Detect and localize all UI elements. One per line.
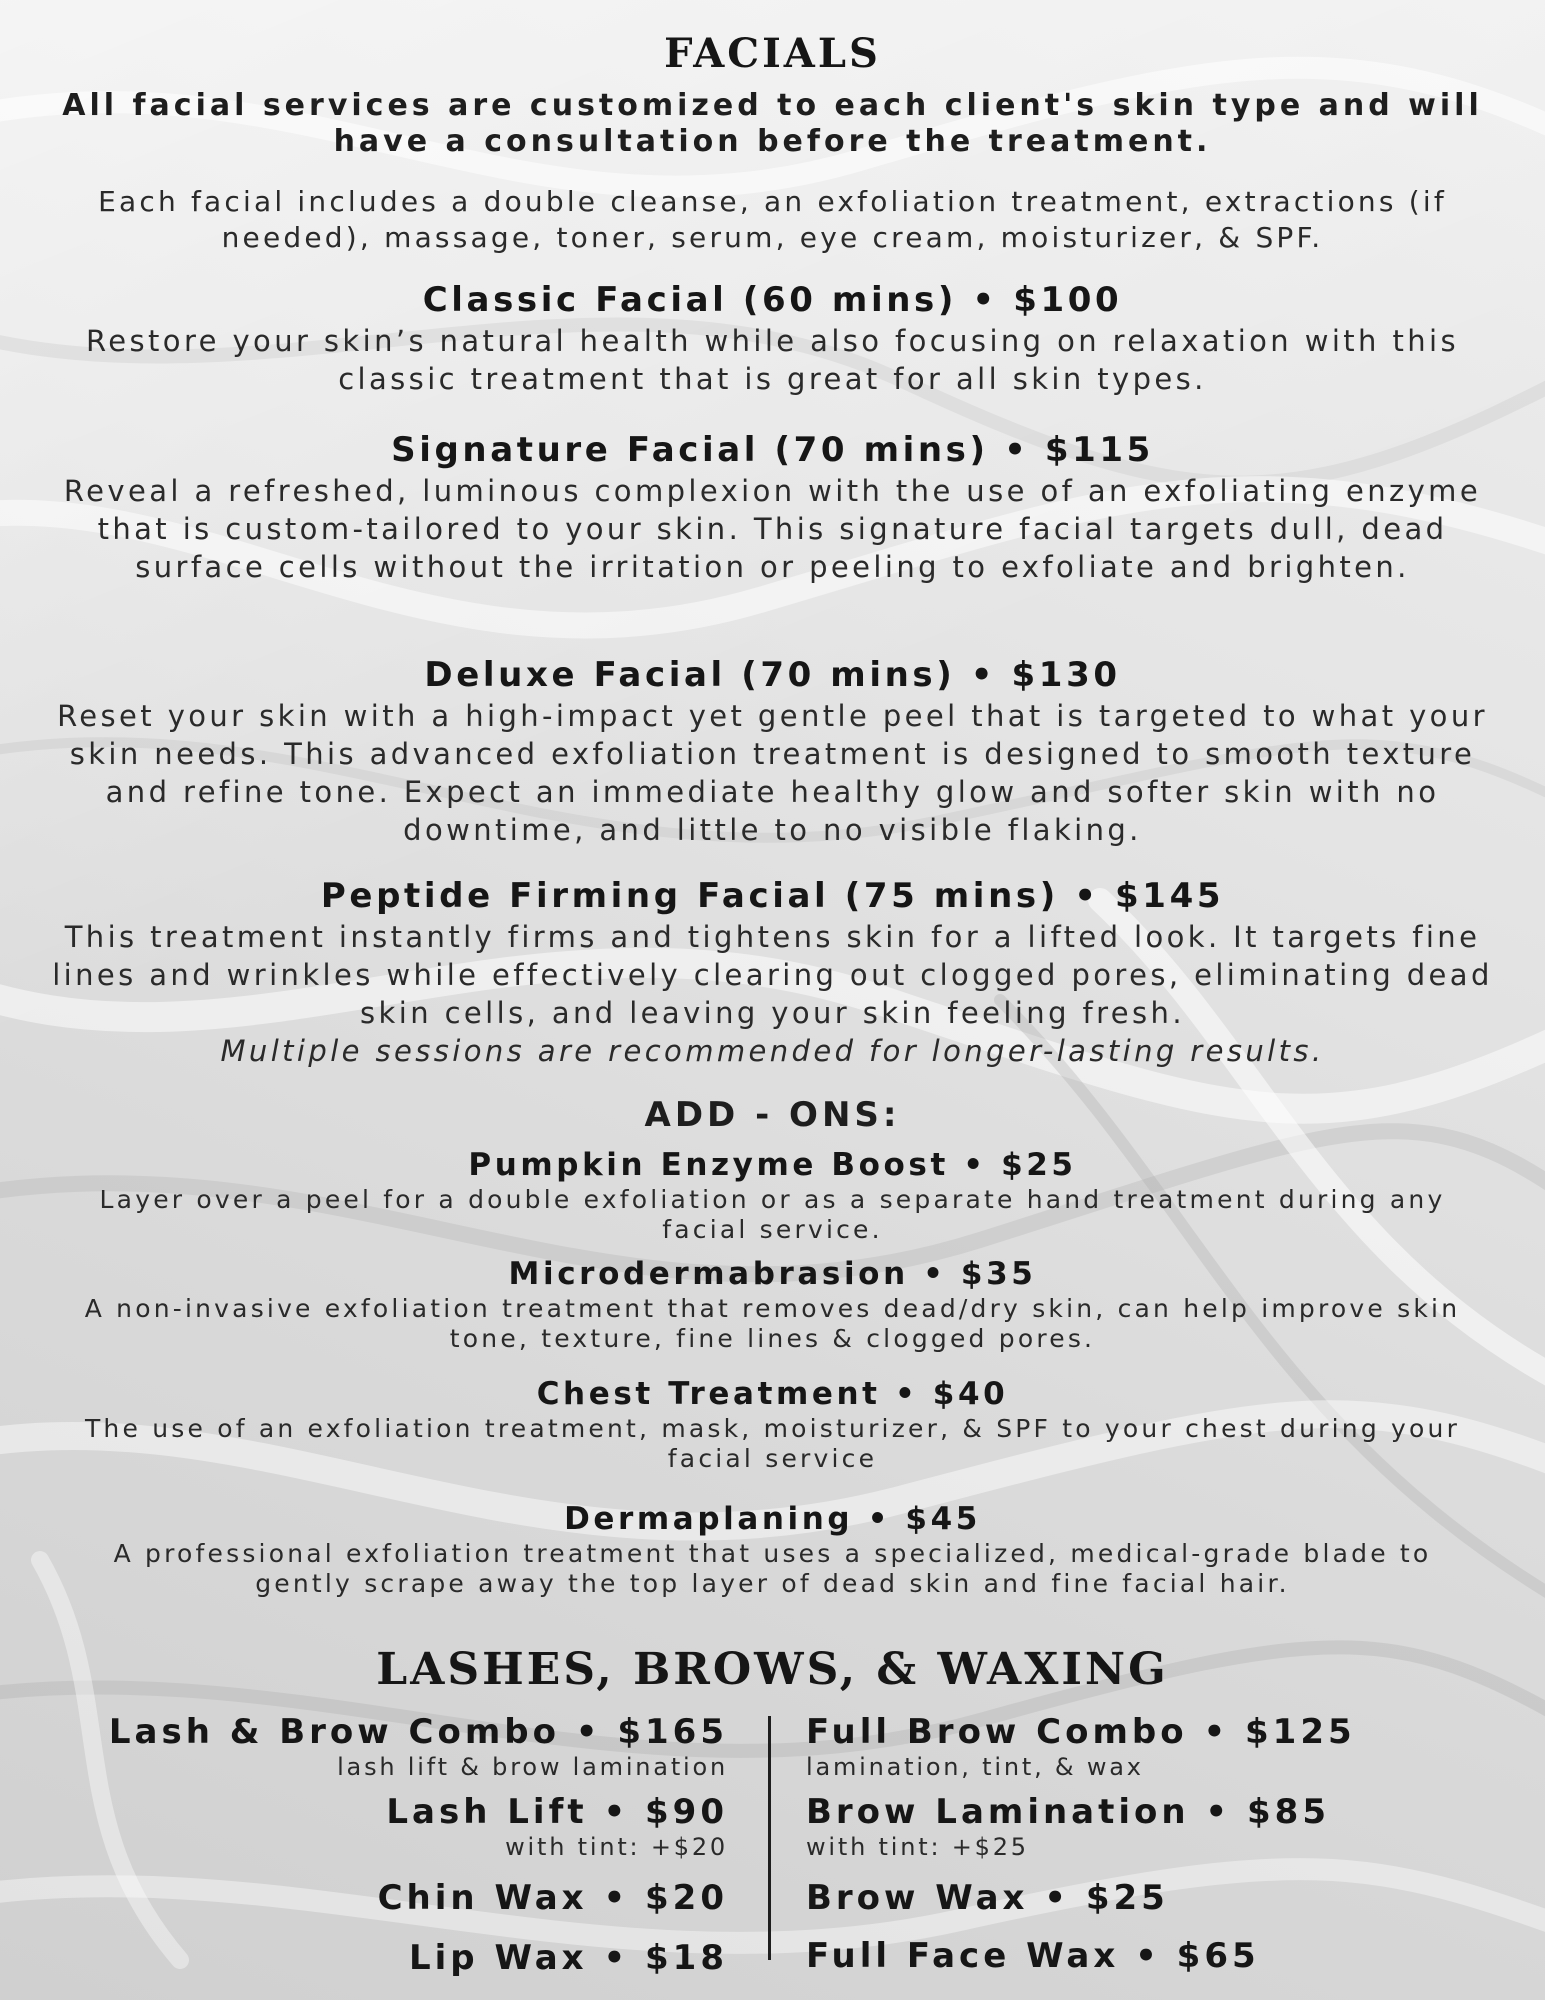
addon-description: The use of an exfoliation treatment, mask, moisturizer, & SPF to your chest during your facial service — [84, 1414, 1461, 1473]
item-detail: lash lift & brow lamination — [337, 1753, 728, 1781]
service-name: Classic Facial (60 mins) • $100 — [422, 280, 1123, 320]
brow-wax-item — [806, 1878, 1496, 1918]
service-name: Peptide Firming Facial (75 mins) • $145 — [320, 876, 1225, 916]
lash-lift-item — [60, 1792, 728, 1862]
column-divider — [768, 1716, 771, 1960]
addon-name: Microdermabrasion • $35 — [508, 1256, 1037, 1292]
addon-chest-treatment — [60, 1374, 1485, 1474]
facials-intro-bold: All facial services are customized to each client's skin type and will have a consultation before the treatment. — [62, 88, 1483, 159]
addons-title: ADD - ONS: — [644, 1095, 901, 1135]
item-detail: lamination, tint, & wax — [806, 1753, 1144, 1781]
addon-description: Layer over a peel for a double exfoliation or as a separate hand treatment during any facial service. — [99, 1185, 1446, 1244]
service-description: Restore your skin’s natural health while also focusing on relaxation with this classic treatment that is great for all skin types. — [86, 324, 1459, 396]
item-name: Lash & Brow Combo • $165 — [108, 1712, 728, 1752]
lashes-brows-waxing-title: LASHES, BROWS, & WAXING — [376, 1644, 1169, 1695]
chin-wax-item — [60, 1878, 728, 1918]
lip-wax-item — [60, 1938, 728, 1978]
item-name: Brow Lamination • $85 — [806, 1792, 1330, 1832]
facials-intro: Each facial includes a double cleanse, an exfoliation treatment, extractions (if needed), massage, toner, serum, eye cream, moisturizer, & SPF. — [98, 185, 1447, 254]
item-name: Brow Wax • $25 — [806, 1878, 1169, 1918]
addon-description: A non-invasive exfoliation treatment that removes dead/dry skin, can help improve skin tone, texture, fine lines & clogged pores. — [84, 1294, 1461, 1353]
service-name: Deluxe Facial (70 mins) • $130 — [424, 655, 1121, 695]
full-brow-combo-item — [806, 1712, 1496, 1782]
item-detail: with tint: +$25 — [806, 1833, 1029, 1861]
item-name: Full Face Wax • $65 — [806, 1936, 1260, 1976]
addon-name: Chest Treatment • $40 — [536, 1376, 1009, 1412]
item-detail: with tint: +$20 — [505, 1833, 728, 1861]
addon-microdermabrasion — [60, 1254, 1485, 1354]
item-name: Chin Wax • $20 — [377, 1878, 728, 1918]
service-description: Reset your skin with a high-impact yet gentle peel that is targeted to what your skin needs. This advanced exfoliation treatment is designed to smooth texture and refine tone. Expect an immediate healthy glow and softer skin with no downtime, and little to no visible flaking. — [57, 699, 1488, 847]
service-peptide-firming-facial — [40, 874, 1505, 1070]
facials-title: FACIALS — [664, 30, 881, 77]
addon-pumpkin-enzyme-boost — [60, 1145, 1485, 1245]
item-name: Lip Wax • $18 — [408, 1938, 728, 1978]
service-note: Multiple sessions are recommended for longer-lasting results. — [220, 1034, 1325, 1068]
service-classic-facial — [40, 278, 1505, 398]
addon-name: Dermaplaning • $45 — [564, 1501, 981, 1537]
addon-name: Pumpkin Enzyme Boost • $25 — [468, 1147, 1077, 1183]
service-signature-facial — [40, 428, 1505, 586]
brow-lamination-item — [806, 1792, 1496, 1862]
lash-brow-combo-item — [60, 1712, 728, 1782]
addon-description: A professional exfoliation treatment that uses a specialized, medical-grade blade to gently scrape away the top layer of dead skin and fine facial hair. — [113, 1539, 1432, 1598]
full-face-wax-item — [806, 1936, 1496, 1976]
service-description: Reveal a refreshed, luminous complexion with the use of an exfoliating enzyme that is custom-tailored to your skin. This signature facial targets dull, dead surface cells without the irritation or peeling to exfoliate and brighten. — [63, 474, 1482, 584]
service-deluxe-facial — [40, 653, 1505, 849]
addon-dermaplaning — [60, 1499, 1485, 1599]
item-name: Lash Lift • $90 — [386, 1792, 728, 1832]
item-name: Full Brow Combo • $125 — [806, 1712, 1356, 1752]
service-name: Signature Facial (70 mins) • $115 — [391, 430, 1154, 470]
service-description: This treatment instantly firms and tightens skin for a lifted look. It targets fine lines and wrinkles while effectively clearing out clogged pores, eliminating dead skin cells, and leaving your skin feeling fresh. — [52, 920, 1493, 1030]
